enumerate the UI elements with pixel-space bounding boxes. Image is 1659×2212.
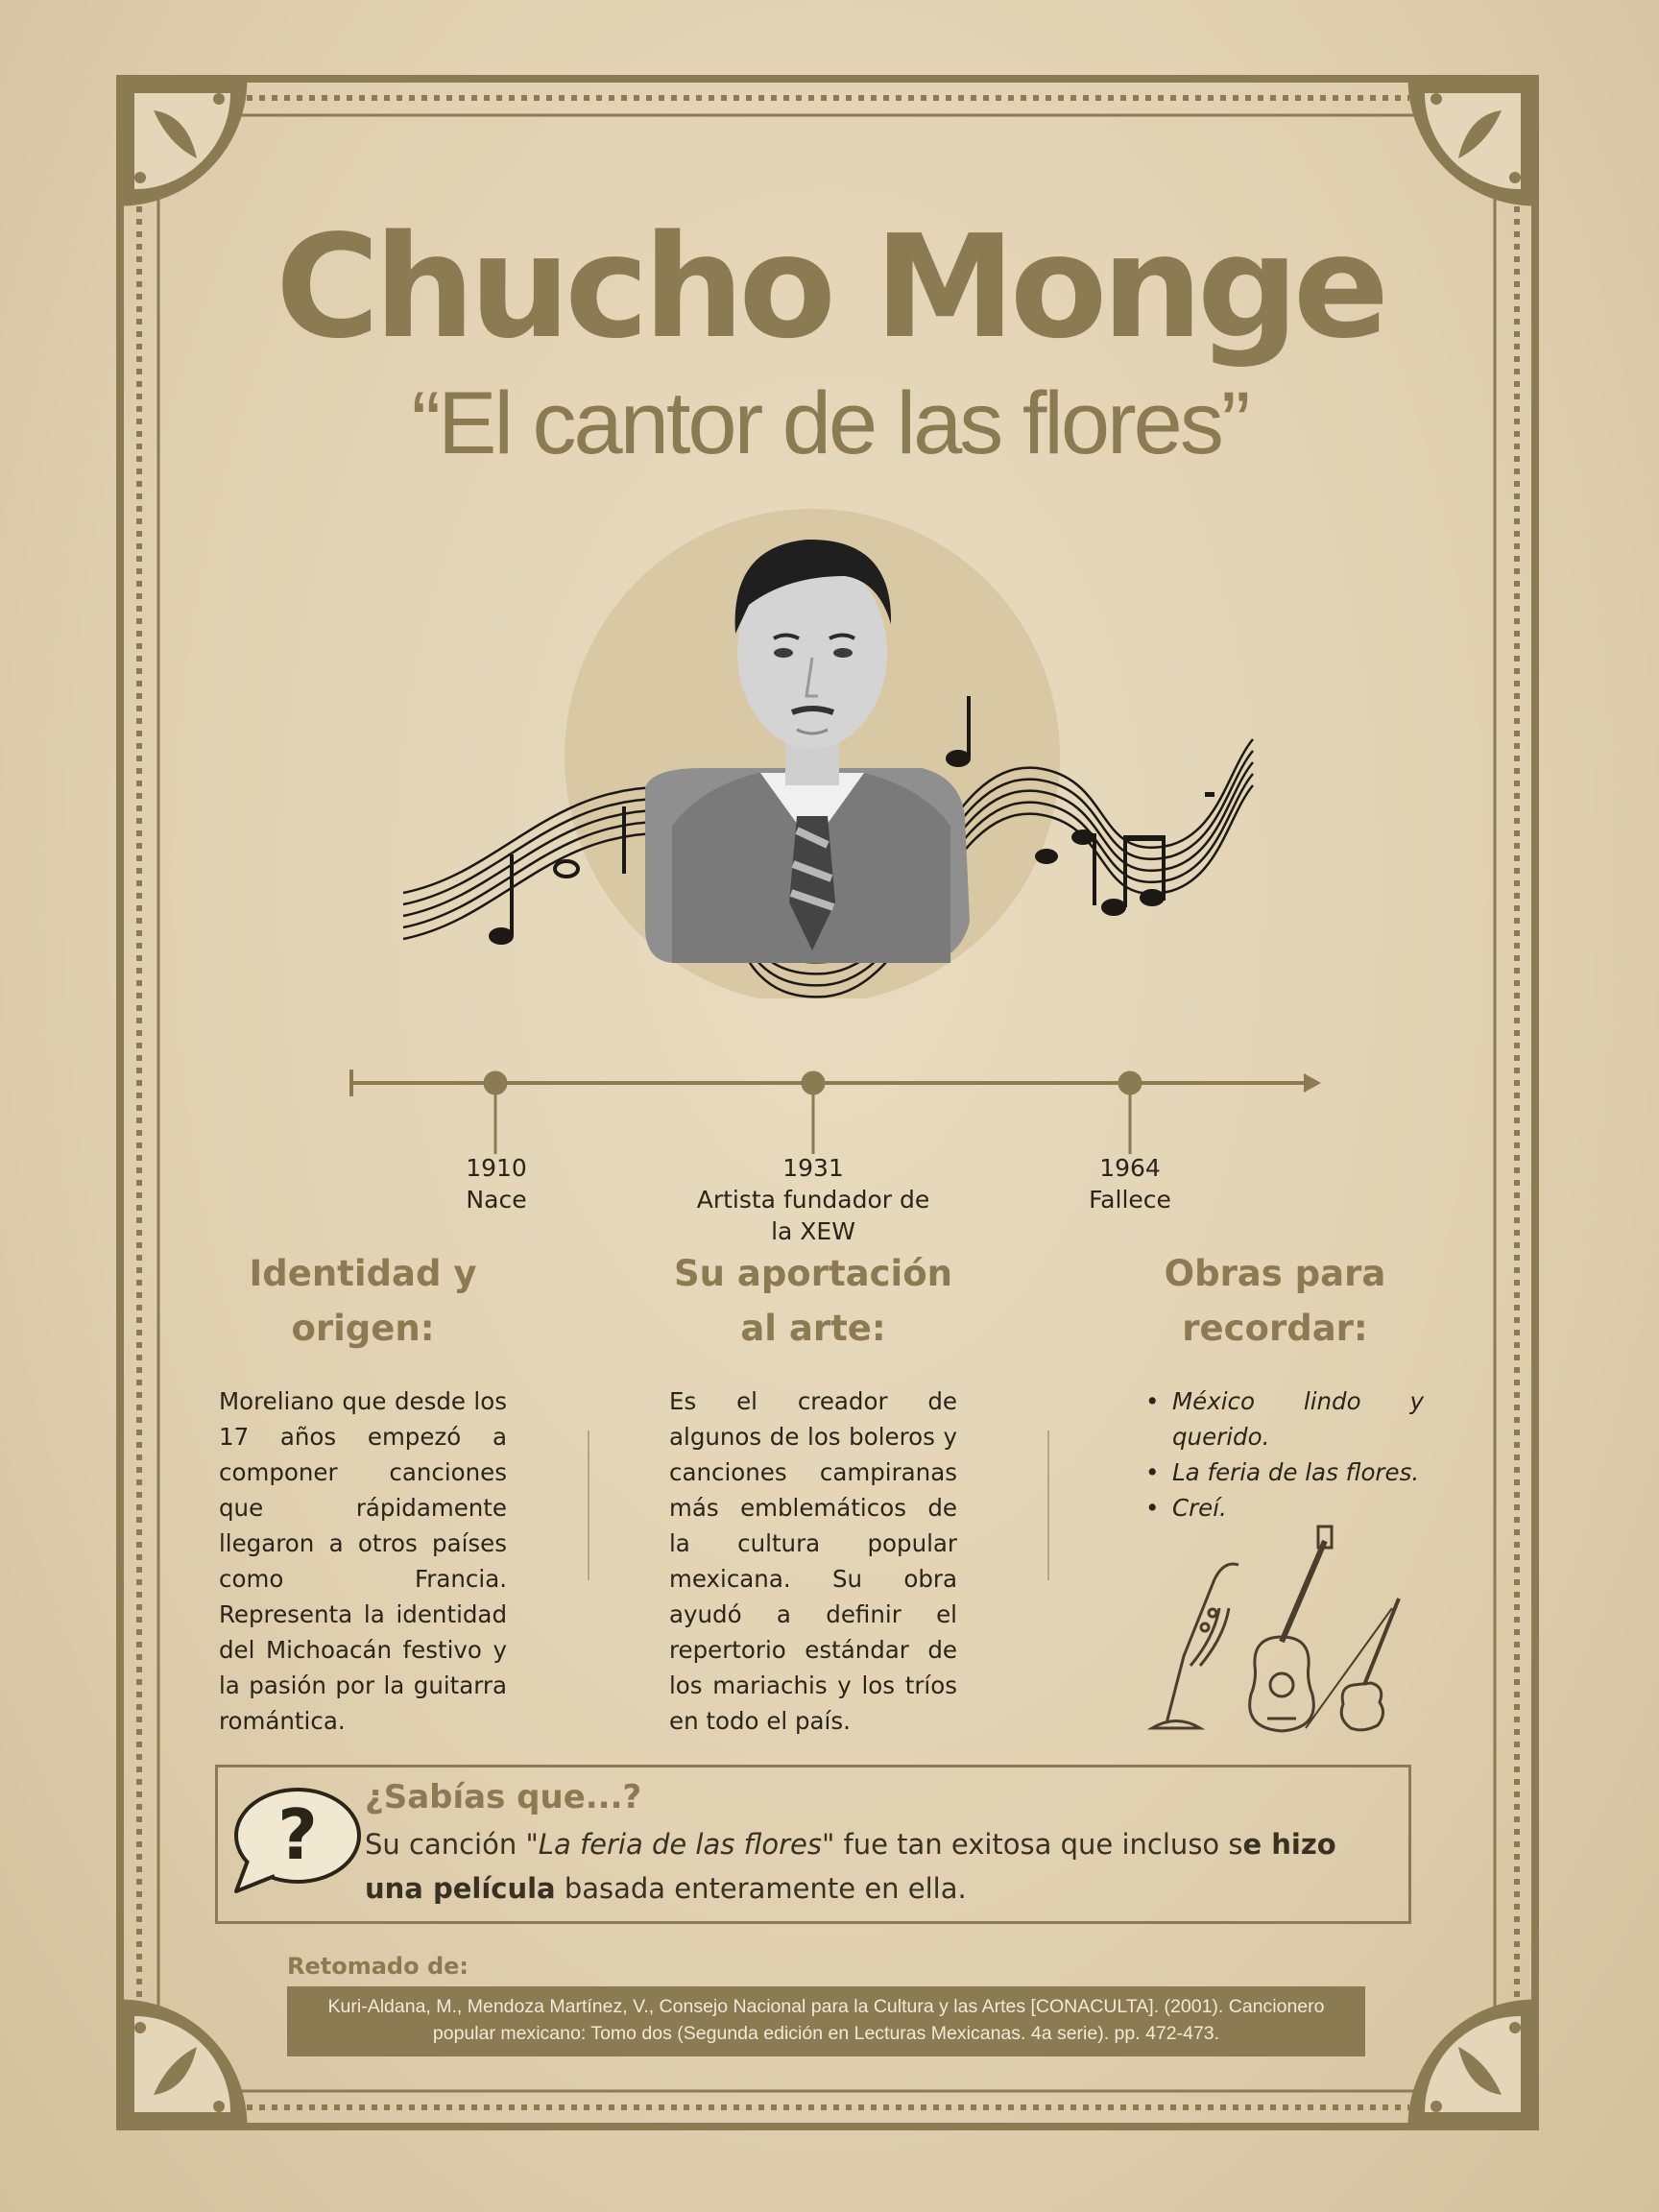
- timeline-arrow: [1304, 1073, 1321, 1093]
- trumpet-icon: [1166, 1564, 1238, 1723]
- timeline-year: 1910: [466, 1154, 527, 1182]
- list-item: • La feria de las flores.: [1145, 1455, 1424, 1490]
- source-citation: Kuri-Aldana, M., Mendoza Martínez, V., Consejo Nacional para la Cultura y las Artes [CONACULTA]. (2001). Cancionero popular mexicano: Tomo dos (Segunda edición en Lecturas Mexicanas. 4a serie). pp. 472-473.: [287, 1986, 1365, 2056]
- fact-text: Su canción "La feria de las flores" fue tan exitosa que incluso se hizo una película basada enteramente en ella.: [365, 1828, 1336, 1905]
- contribution-heading: Su aportación al arte:: [673, 1253, 953, 1349]
- contribution-text: Es el creador de algunos de los boleros y canciones campiranas más emblemáticos de la cultura popular mexicana. Su obra ayudó a definir el repertorio estándar de los mariachis y los tríos en todo el país.: [669, 1387, 957, 1735]
- timeline-event-1931: [674, 1152, 952, 1247]
- timeline-event: Fallece: [1089, 1186, 1171, 1214]
- timeline-event-1910: [357, 1152, 636, 1215]
- corner-ornament-top-left: [120, 79, 247, 205]
- identity-heading: Identidad y origen:: [249, 1253, 477, 1349]
- column-divider: [588, 1431, 589, 1580]
- song-title: La feria de las flores: [538, 1828, 822, 1861]
- svg-text:?: ?: [277, 1794, 318, 1875]
- timeline-event-1964: [991, 1152, 1269, 1215]
- timeline-event: Nace: [466, 1186, 527, 1214]
- page-subtitle: “El cantor de las flores”: [411, 374, 1248, 472]
- page-title: Chucho Monge: [275, 204, 1384, 370]
- works-list: [1145, 1383, 1424, 1526]
- source-label: Retomado de:: [287, 1953, 469, 1980]
- works-heading: Obras para recordar:: [1164, 1253, 1386, 1349]
- list-item: • Creí.: [1145, 1490, 1424, 1526]
- fact-title: ¿Sabías que...?: [365, 1778, 642, 1816]
- timeline-year: 1931: [782, 1154, 844, 1182]
- corner-ornament-bottom-left: [120, 2000, 247, 2127]
- list-item: • México lindo y querido.: [1145, 1383, 1424, 1455]
- corner-ornament-bottom-right: [1408, 2000, 1535, 2127]
- identity-text: Moreliano que desde los 17 años empezó a componer canciones que rápidamente llegaron a otros países como Francia. Representa la identidad del Michoacán festivo y la pasión por la guitarra romántica.: [219, 1387, 507, 1735]
- portrait-illustration: [384, 499, 1267, 998]
- timeline-event: Artista fundador de la XEW: [696, 1186, 930, 1245]
- column-divider: [1047, 1431, 1049, 1580]
- violin-icon: [1341, 1683, 1382, 1730]
- question-speech-bubble-icon: [228, 1784, 363, 1897]
- timeline-year: 1964: [1099, 1154, 1161, 1182]
- guitar-icon: [1250, 1637, 1314, 1731]
- instruments-illustration: [1147, 1522, 1411, 1738]
- timeline: [346, 1066, 1325, 1162]
- corner-ornament-top-right: [1408, 79, 1535, 205]
